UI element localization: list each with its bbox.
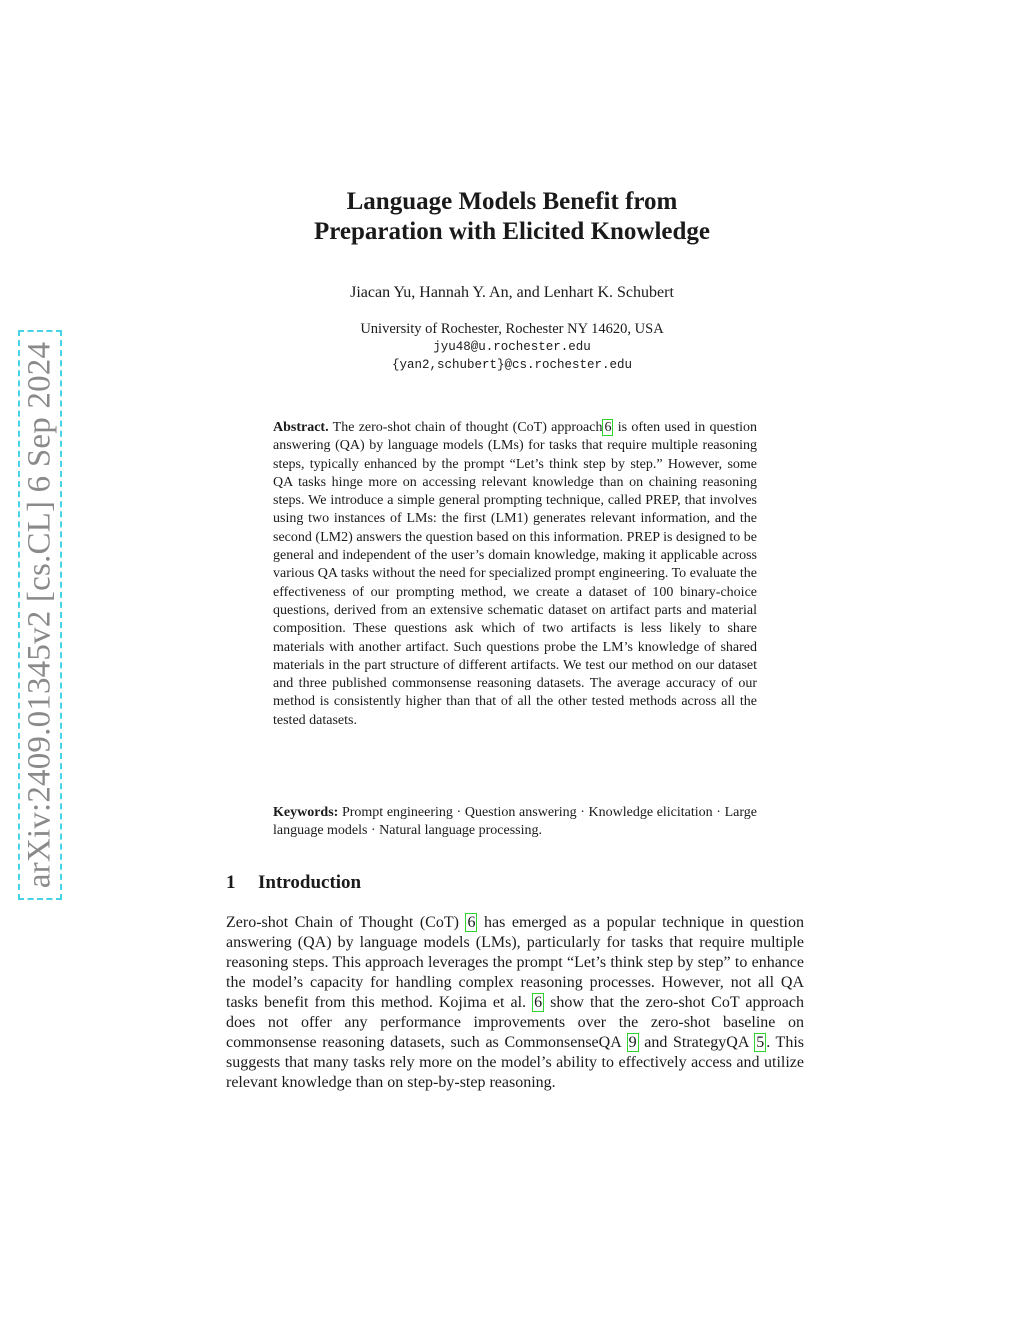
- abstract-text-b: is often used in question answering (QA) by language models (LMs) for tasks that require multiple reasoning steps, typically enhanced by the prompt “Let’s think step by step.” However, some QA tasks hinge more on accessing relevant knowledge than on chaining reasoning steps. We introduce a simple general prompting technique, called PREP, that involves using two instances of LMs: the first (LM1) generates relevant information, and the second (LM2) answers the question based on this information. PREP is designed to be general and independent of the user’s domain knowledge, making it applicable across various QA tasks without the need for specialized prompt engineering. To evaluate the effectiveness of our prompting method, we create a dataset of 100 binary-choice questions, derived from an extensive schematic dataset on artifact parts and material composition. These questions ask which of two artifacts is less likely to share materials with another artifact. Such questions probe the LM’s knowledge of shared materials in the part structure of different artifacts. We test our method on our dataset and three published commonsense reasoning datasets. The average accuracy of our method is consistently higher than that of all the other tested methods across all the tested datasets.: [273, 420, 757, 728]
- citation-link[interactable]: 6: [604, 420, 612, 435]
- arxiv-identifier: arXiv:2409.01345v2 [cs.CL] 6 Sep 2024: [21, 341, 58, 889]
- paper-title: [0, 187, 1024, 247]
- email-2[interactable]: {yan2,schubert}@cs.rochester.edu: [391, 358, 633, 372]
- title-line-1: Language Models Benefit from: [346, 188, 678, 215]
- abstract: [273, 419, 757, 730]
- intro-text: Zero-shot Chain of Thought (CoT): [226, 914, 466, 931]
- section-number: 1: [226, 872, 236, 893]
- authors: Jiacan Yu, Hannah Y. An, and Lenhart K. Schubert: [350, 284, 674, 301]
- section-heading: [226, 872, 361, 894]
- intro-text: . This suggests that many tasks rely more on the model’s ability to effectively access and utilize relevant knowledge than on step-by-step reasoning.: [226, 1034, 805, 1091]
- keywords-text: Prompt engineering · Question answering · Knowledge elicitation · Large language models · Natural language processing.: [273, 805, 757, 839]
- citation-link[interactable]: 9: [628, 1034, 637, 1051]
- arxiv-stamp[interactable]: [18, 330, 62, 900]
- intro-text: show that the zero-shot CoT approach does not offer any performance improvements over the zero-shot baseline on commonsense reasoning datasets, such as CommonsenseQA: [226, 994, 805, 1051]
- citation-link[interactable]: 5: [756, 1034, 765, 1051]
- abstract-text-a: The zero-shot chain of thought (CoT) approach: [332, 420, 603, 435]
- abstract-label: Abstract.: [273, 420, 329, 435]
- keywords: [273, 804, 757, 841]
- citation-link[interactable]: 6: [467, 914, 476, 931]
- section-title: Introduction: [258, 872, 362, 893]
- title-line-2: Preparation with Elicited Knowledge: [313, 218, 711, 245]
- email-1[interactable]: jyu48@u.rochester.edu: [433, 340, 591, 354]
- affiliation: University of Rochester, Rochester NY 14620, USA: [360, 321, 664, 337]
- keywords-label: Keywords:: [273, 805, 339, 820]
- citation-link[interactable]: 6: [534, 994, 543, 1011]
- affiliation-block: [0, 320, 1024, 374]
- intro-text: has emerged as a popular technique in question answering (QA) by language models (LMs), particularly for tasks that require multiple reasoning steps. This approach leverages the prompt “Let’s think step by step” to enhance the model’s capacity for handling complex reasoning processes. However, not all QA tasks benefit from this method. Kojima et al.: [226, 914, 805, 1011]
- introduction-paragraph: [226, 913, 804, 1093]
- intro-text: and StrategyQA: [638, 1034, 755, 1051]
